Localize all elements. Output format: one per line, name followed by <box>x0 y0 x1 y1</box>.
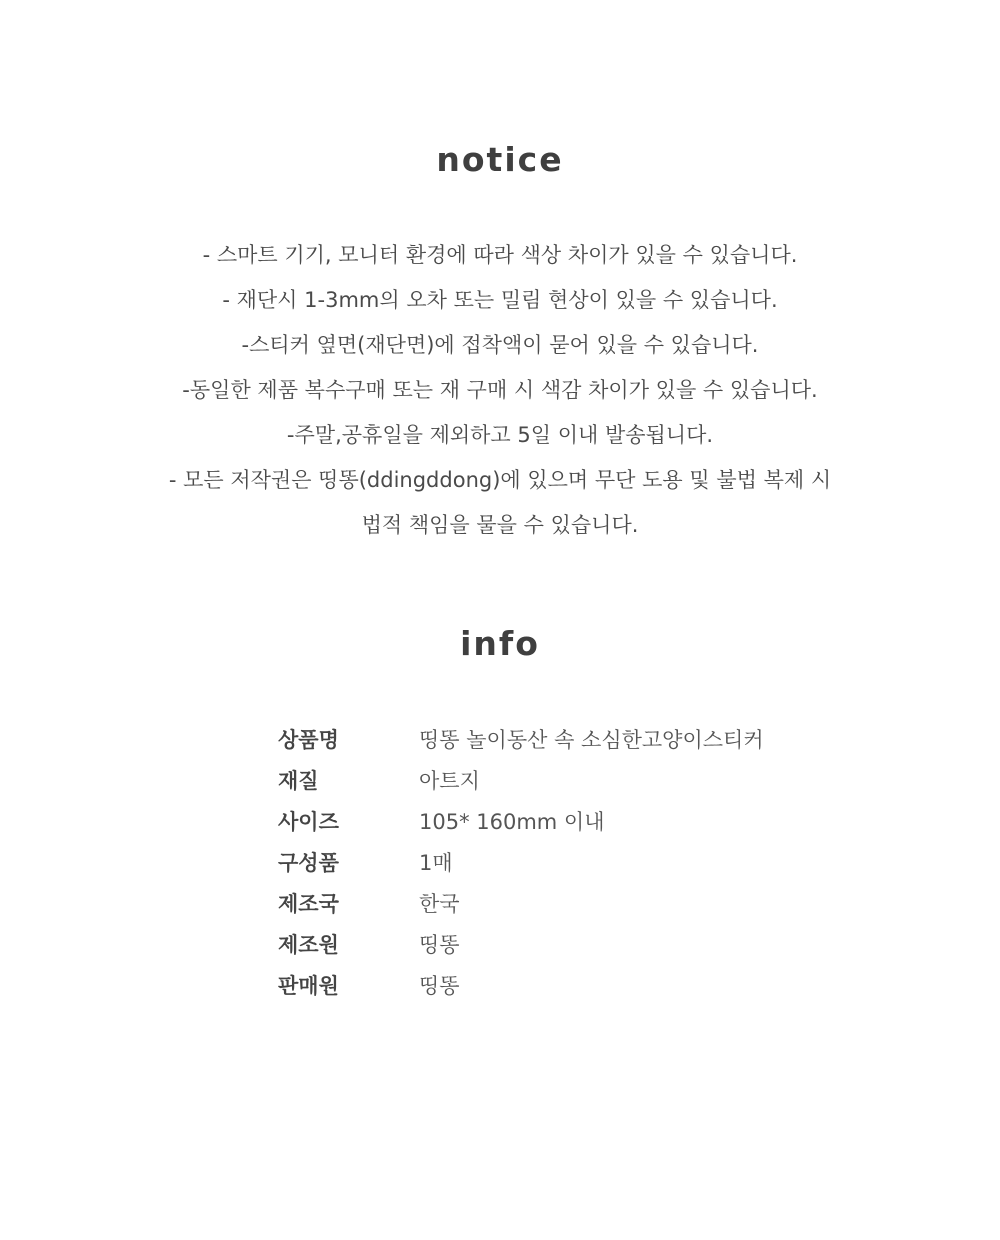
info-label: 사이즈 <box>278 810 339 834</box>
info-label: 판매원 <box>278 974 339 998</box>
info-value: 1매 <box>419 851 453 875</box>
info-row-country <box>278 884 838 925</box>
notice-item: - 재단시 1-3mm의 오차 또는 밀림 현상이 있을 수 있습니다. <box>222 288 778 312</box>
info-label: 재질 <box>278 769 319 793</box>
notice-item: -스티커 옆면(재단면)에 접착액이 묻어 있을 수 있습니다. <box>241 333 759 357</box>
info-label: 구성품 <box>278 851 339 875</box>
notice-item: -동일한 제품 복수구매 또는 재 구매 시 색감 차이가 있을 수 있습니다. <box>182 378 818 402</box>
info-row-components <box>278 843 838 884</box>
notice-heading: notice <box>436 140 564 179</box>
notice-item: - 스마트 기기, 모니터 환경에 따라 색상 차이가 있을 수 있습니다. <box>202 243 798 267</box>
notice-item: - 모든 저작권은 띵똥(ddingddong)에 있으며 무단 도용 및 불법 복제 시 <box>168 468 832 492</box>
info-label: 상품명 <box>278 728 339 752</box>
info-row-material <box>278 761 838 802</box>
info-value: 띵똥 놀이동산 속 소심한고양이스티커 <box>419 728 764 752</box>
info-label: 제조국 <box>278 892 339 916</box>
info-value: 105* 160mm 이내 <box>419 810 605 834</box>
info-label: 제조원 <box>278 933 339 957</box>
info-row-seller <box>278 966 838 1007</box>
notice-list <box>0 233 1000 548</box>
notice-item: 법적 책임을 물을 수 있습니다. <box>361 513 639 537</box>
info-value: 띵똥 <box>419 933 460 957</box>
product-info-table <box>278 720 838 1007</box>
notice-item: -주말,공휴일을 제외하고 5일 이내 발송됩니다. <box>286 423 714 447</box>
info-value: 띵똥 <box>419 974 460 998</box>
info-row-manufacturer <box>278 925 838 966</box>
info-heading: info <box>460 624 540 663</box>
info-value: 아트지 <box>419 769 480 793</box>
info-row-product-name <box>278 720 838 761</box>
info-row-size <box>278 802 838 843</box>
info-value: 한국 <box>419 892 460 916</box>
